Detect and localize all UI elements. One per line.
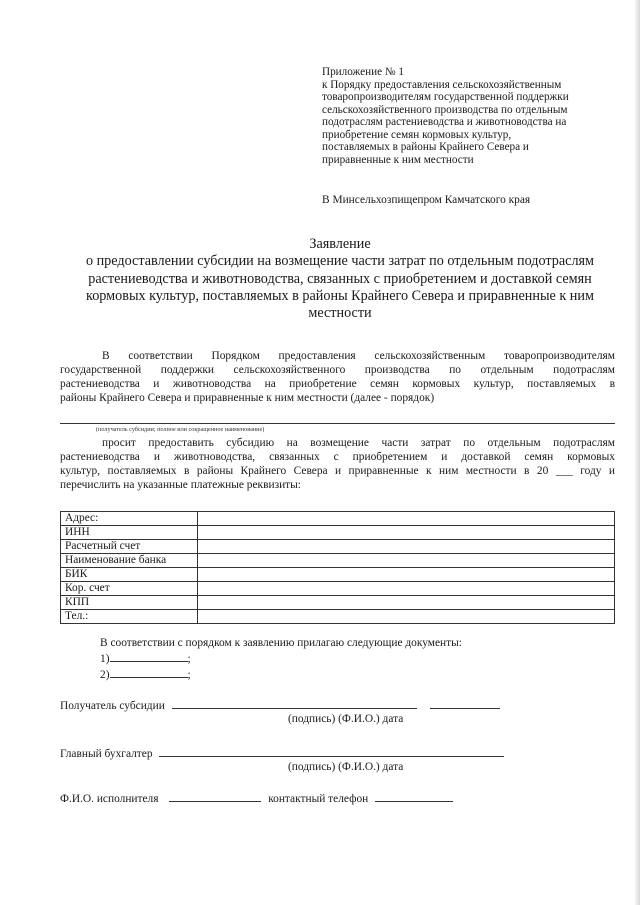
title-line: о предоставлении субсидии на возмещение части затрат по отдельным подотраслям [85,253,595,270]
attached-documents [100,636,462,682]
appendix-line: поставляемых в районы Крайнего Севера и [322,141,529,153]
document-item-sep: ; [187,653,191,665]
appendix-line: товаропроизводителям государственной поддержки [322,91,569,103]
recipient-name-line[interactable] [60,423,615,424]
requisite-value-field[interactable] [198,512,615,526]
appendix-line: к Порядку предоставления сельскохозяйственным [322,78,562,91]
recipient-date-blank[interactable] [430,697,500,709]
appendix-line: приобретение семян кормовых культур, [322,128,512,141]
recipient-signature-caption: (подпись) (Ф.И.О.) дата [288,713,404,725]
document-item-blank[interactable] [110,666,188,678]
table-row [61,610,615,624]
requisite-label: ИНН [61,526,198,540]
chief-accountant-label: Главный бухгалтер [60,748,153,760]
request-line: растениеводства и животноводства, связанных с приобретением и доставкой семян кормовых [60,450,615,463]
request-paragraph [60,437,615,493]
intro-line: В соответствии Порядком предоставления сельскохозяйственным товаропроизводителям [102,350,615,362]
recipient-name-caption: (получатель субсидии; полное или сокращенное наименование) [96,426,265,433]
recipient-signature-label: Получатель субсидии [60,700,165,712]
requisite-label: БИК [61,568,198,582]
table-row [61,596,615,610]
title-line: местности [308,305,372,322]
requisite-value-field[interactable] [198,596,615,610]
executor-row [60,790,453,805]
requisite-label: Расчетный счет [61,540,198,554]
requisite-value-field[interactable] [198,568,615,582]
requisite-value-field[interactable] [198,610,615,624]
title-line: кормовых культур, поставляемых в районы Крайнего Севера и приравненные к ним [86,287,594,304]
document-item [100,666,462,682]
table-row [61,582,615,596]
appendix-line: приравненные к ним местности [322,153,474,166]
requisite-value-field[interactable] [198,554,615,568]
addressee: В Минсельхозпищепром Камчатского края [322,194,531,206]
chief-accountant-row [60,745,504,760]
appendix-header [322,66,622,166]
request-line: культур, поставляемых в районы Крайнего Севера и приравненные к ним местности в 20 ___ году и [60,464,615,477]
requisite-value-field[interactable] [198,582,615,596]
payment-requisites-table [60,511,615,624]
chief-accountant-caption: (подпись) (Ф.И.О.) дата [288,761,404,773]
request-line: просит предоставить субсидию на возмещение части затрат по отдельным подотраслям [102,437,615,449]
table-row [61,526,615,540]
request-line: перечислить на указанные платежные реквизиты: [60,478,301,491]
appendix-line: подотраслям растениеводства и животноводства на [322,116,567,128]
table-row [61,540,615,554]
document-item-number: 2) [100,669,110,681]
requisite-label: Наименование банка [61,554,198,568]
executor-label: Ф.И.О. исполнителя [60,793,159,805]
intro-line: государственной поддержки сельскохозяйственного производства по отдельным подотраслям [60,363,615,376]
requisite-label: Тел.: [61,610,198,624]
intro-paragraph [60,350,615,406]
appendix-line: сельскохозяйственного производства по отдельным [322,103,568,116]
requisite-value-field[interactable] [198,540,615,554]
document-item [100,650,462,666]
title-heading: Заявление [309,236,371,252]
document-title [60,236,620,322]
scan-edge-shadow [634,0,640,905]
document-item-sep: ; [187,669,191,681]
requisite-label: КПП [61,596,198,610]
table-row [61,554,615,568]
requisite-label: Адрес: [61,512,198,526]
phone-blank[interactable] [375,790,453,802]
phone-label: контактный телефон [268,793,369,805]
appendix-line: Приложение № 1 [322,66,404,78]
intro-line: районы Крайнего Севера и приравненные к ним местности (далее - порядок) [60,391,435,404]
table-row [61,568,615,582]
requisite-label: Кор. счет [61,582,198,596]
document-item-number: 1) [100,653,110,665]
table-row [61,512,615,526]
recipient-signature-row [60,697,500,712]
document-item-blank[interactable] [110,650,188,662]
intro-line: растениеводства и животноводства на приобретение семян кормовых культур, поставляемых в [60,377,615,390]
recipient-signature-blank[interactable] [172,697,417,709]
executor-name-blank[interactable] [169,790,261,802]
title-line: растениеводства и животноводства, связанных с приобретением и доставкой семян [88,270,592,287]
documents-intro: В соответствии с порядком к заявлению прилагаю следующие документы: [100,637,462,649]
requisite-value-field[interactable] [198,526,615,540]
chief-accountant-blank[interactable] [159,745,504,757]
